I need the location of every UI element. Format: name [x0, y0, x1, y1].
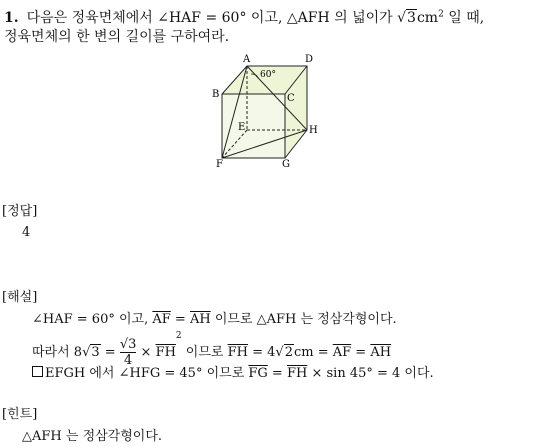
sqrt-sign: √ [397, 10, 407, 26]
label-g: G [282, 159, 290, 170]
label-angle: 60° [260, 70, 276, 80]
problem-line-2: 정육면체의 한 변의 길이를 구하여라. [4, 29, 230, 45]
square-symbol [32, 366, 43, 377]
explanation-line-3: EFGH 에서 ∠HFG = 45° 이므로 $\overline{FG} = \overline{FH} \times \sin 45^\circ = 4$ 이다. [32, 365, 434, 382]
problem-number: 1. [4, 10, 19, 26]
label-b: B [212, 89, 220, 100]
label-e: E [238, 122, 246, 133]
label-f: F [216, 159, 223, 170]
answer-value: 4 [22, 225, 31, 240]
hint-text: △AFH 는 정삼각형이다. [22, 429, 163, 444]
hint-header: [힌트] [2, 407, 38, 422]
cube-front-face [222, 94, 285, 158]
explanation-line-2: 따라서 8√3 = $\frac{√3}{4}$ × $\overline{FH}^2$ 이므로 $\overline{FH} = 4√2cm = \overline{AF} = \overline{AH}$ [32, 331, 392, 368]
cube-figure [205, 52, 335, 174]
explanation-header: [해설] [2, 290, 38, 305]
explanation-line-1: ∠HAF = 60° 이고, $\overline{AF} = \overline{AH}$ 이므로 △AFH 는 정삼각형이다. [32, 312, 397, 327]
label-c: C [287, 93, 295, 104]
label-a: A [243, 54, 251, 65]
fraction: $\frac{√3}{4}$ [119, 337, 137, 368]
answer-header: [정답] [2, 204, 38, 219]
label-h: H [309, 125, 318, 136]
label-d-top: D [305, 54, 314, 65]
problem-line-1: 1. 다음은 정육면체에서 ∠HAF = 60° 이고, △AFH 의 넓이가 $√3cm^2$ 일 때, [4, 9, 485, 26]
